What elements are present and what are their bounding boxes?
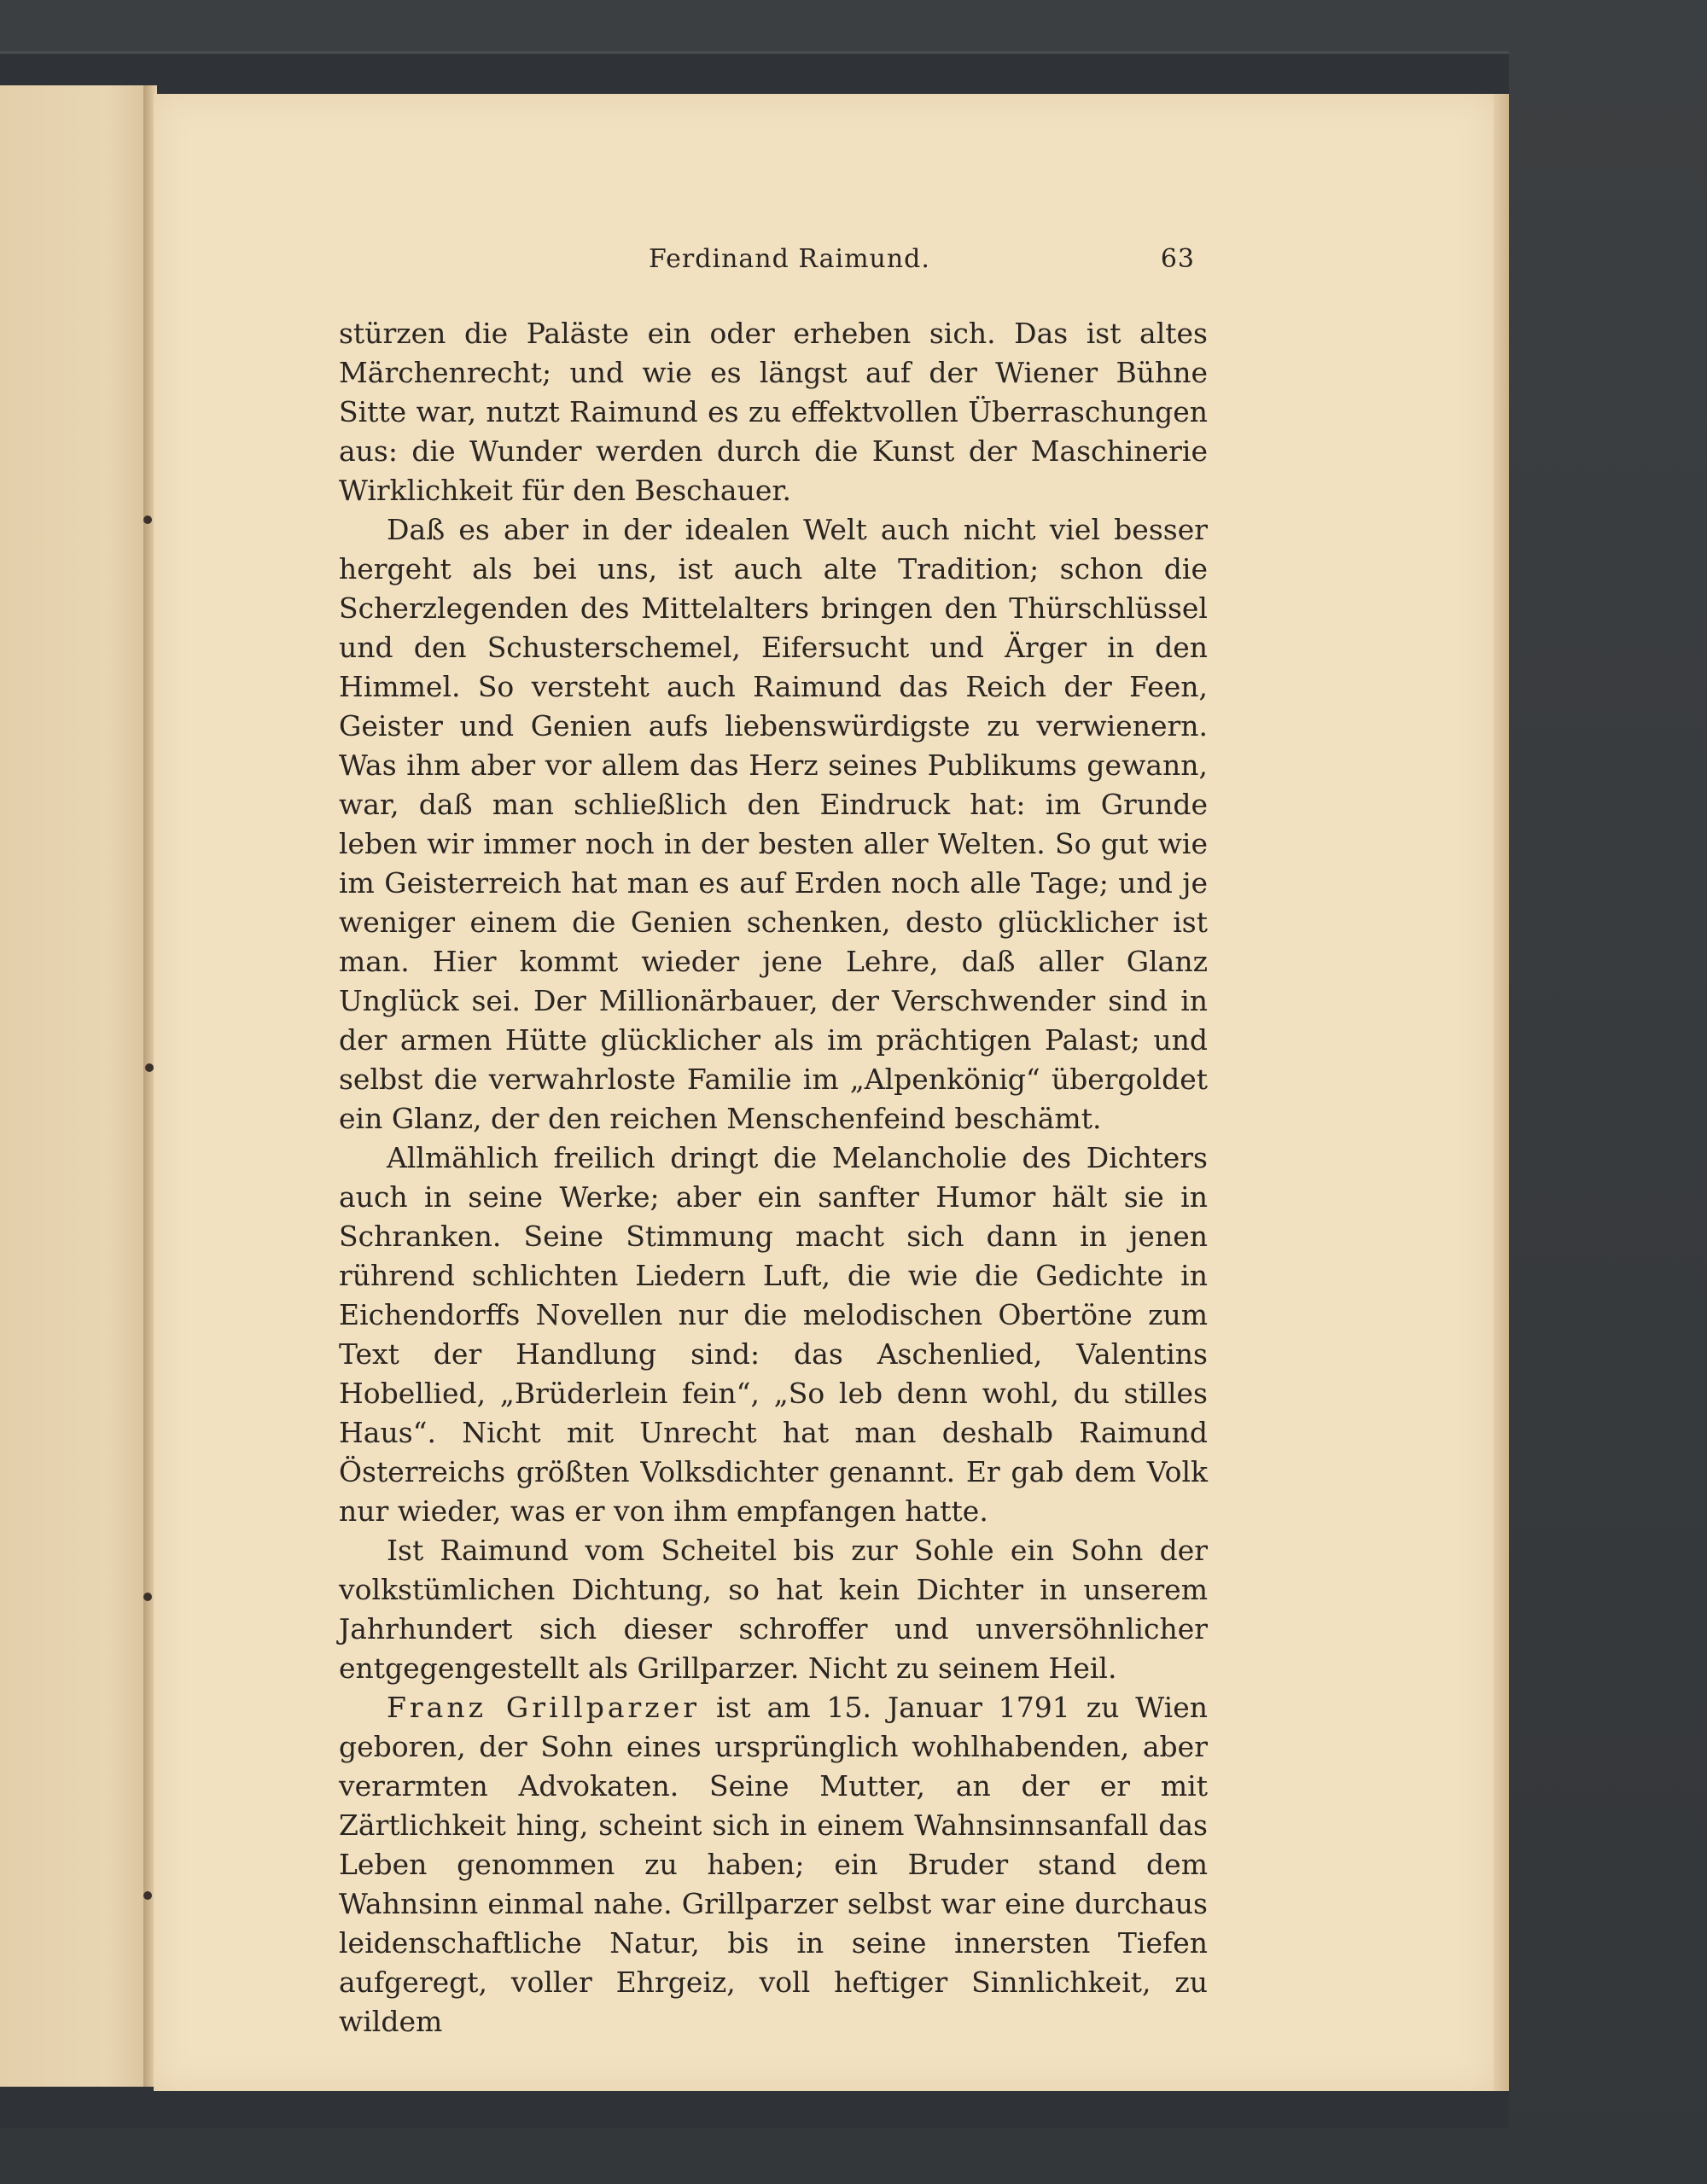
margin-mark bbox=[143, 515, 152, 524]
paragraph-3: Allmählich freilich dringt die Melancholie des Dichters auch in seine Werke; aber ein sanfter Humor hält sie in Schranken. Seine Stimmung macht sich dann in jenen rührend schlichten Liedern Luft, die wie die Gedichte in Eichendorffs Novellen nur die melodischen Obertöne zum Text der Handlung sind: das Aschenlied, Valentins Hobellied, „Brüderlein fein“, „So leb denn wohl, du stilles Haus“. Nicht mit Unrecht hat man deshalb Raimund Österreichs größten Volksdichter genannt. Er gab dem Volk nur wieder, was er von ihm empfangen hatte. bbox=[339, 1141, 1208, 1528]
margin-mark bbox=[143, 1891, 152, 1900]
left-page-edge bbox=[0, 85, 154, 2087]
spaced-name: Franz Grillparzer bbox=[387, 1691, 700, 1724]
body-text bbox=[339, 314, 1208, 2041]
paragraph-5-text: ist am 15. Januar 1791 zu Wien geboren, der Sohn eines ursprünglich wohlhabenden, aber verarmten Advokaten. Seine Mutter, an der er mit Zärtlichkeit hing, scheint sich in einem Wahnsinnsanfall das Leben genommen zu haben; ein Bruder stand dem Wahnsinn einmal nahe. Grillparzer selbst war eine durchaus leidenschaftliche Natur, bis in seine innersten Tiefen aufgeregt, voller Ehrgeiz, voll heftiger Sinnlichkeit, zu wildem bbox=[339, 1691, 1208, 2038]
paragraph-1: stürzen die Paläste ein oder erheben sich. Das ist altes Märchenrecht; und wie es längst auf der Wiener Bühne Sitte war, nutzt Raimund es zu effektvollen Überraschungen aus: die Wunder werden durch die Kunst der Maschinerie Wirklichkeit für den Beschauer. bbox=[339, 317, 1208, 507]
page-number: 63 bbox=[1160, 244, 1195, 274]
margin-mark bbox=[143, 1593, 152, 1601]
paragraph-2: Daß es aber in der idealen Welt auch nicht viel besser hergeht als bei uns, ist auch alte Tradition; schon die Scherzlegenden des Mittelalters bringen den Thürschlüssel und den Schusterschemel, Eifersucht und Ärger in den Himmel. So versteht auch Raimund das Reich der Feen, Geister und Genien aufs liebenswürdigste zu verwienern. Was ihm aber vor allem das Herz seines Publikums gewann, war, daß man schließlich den Eindruck hat: im Grunde leben wir immer noch in der besten aller Welten. So gut wie im Geisterreich hat man es auf Erden noch alle Tage; und je weniger einem die Genien schenken, desto glücklicher ist man. Hier kommt wieder jene Lehre, daß aller Glanz Unglück sei. Der Millionärbauer, der Verschwender sind in der armen Hütte glücklicher als im prächtigen Palast; und selbst die verwahrloste Familie im „Alpenkönig“ übergoldet ein Glanz, der den reichen Menschenfeind beschämt. bbox=[339, 513, 1208, 1135]
paragraph-5 bbox=[339, 1688, 1208, 2041]
paragraph-4: Ist Raimund vom Scheitel bis zur Sohle ein Sohn der volkstümlichen Dichtung, so hat kein Dichter in unserem Jahrhundert sich dieser schroffer und unversöhnlicher entgegengestellt als Grillparzer. Nicht zu seinem Heil. bbox=[339, 1534, 1208, 1685]
running-title: Ferdinand Raimund. bbox=[649, 244, 930, 274]
margin-mark bbox=[145, 1063, 154, 1072]
page-right-edge bbox=[1494, 94, 1509, 2091]
running-head bbox=[495, 244, 1195, 278]
